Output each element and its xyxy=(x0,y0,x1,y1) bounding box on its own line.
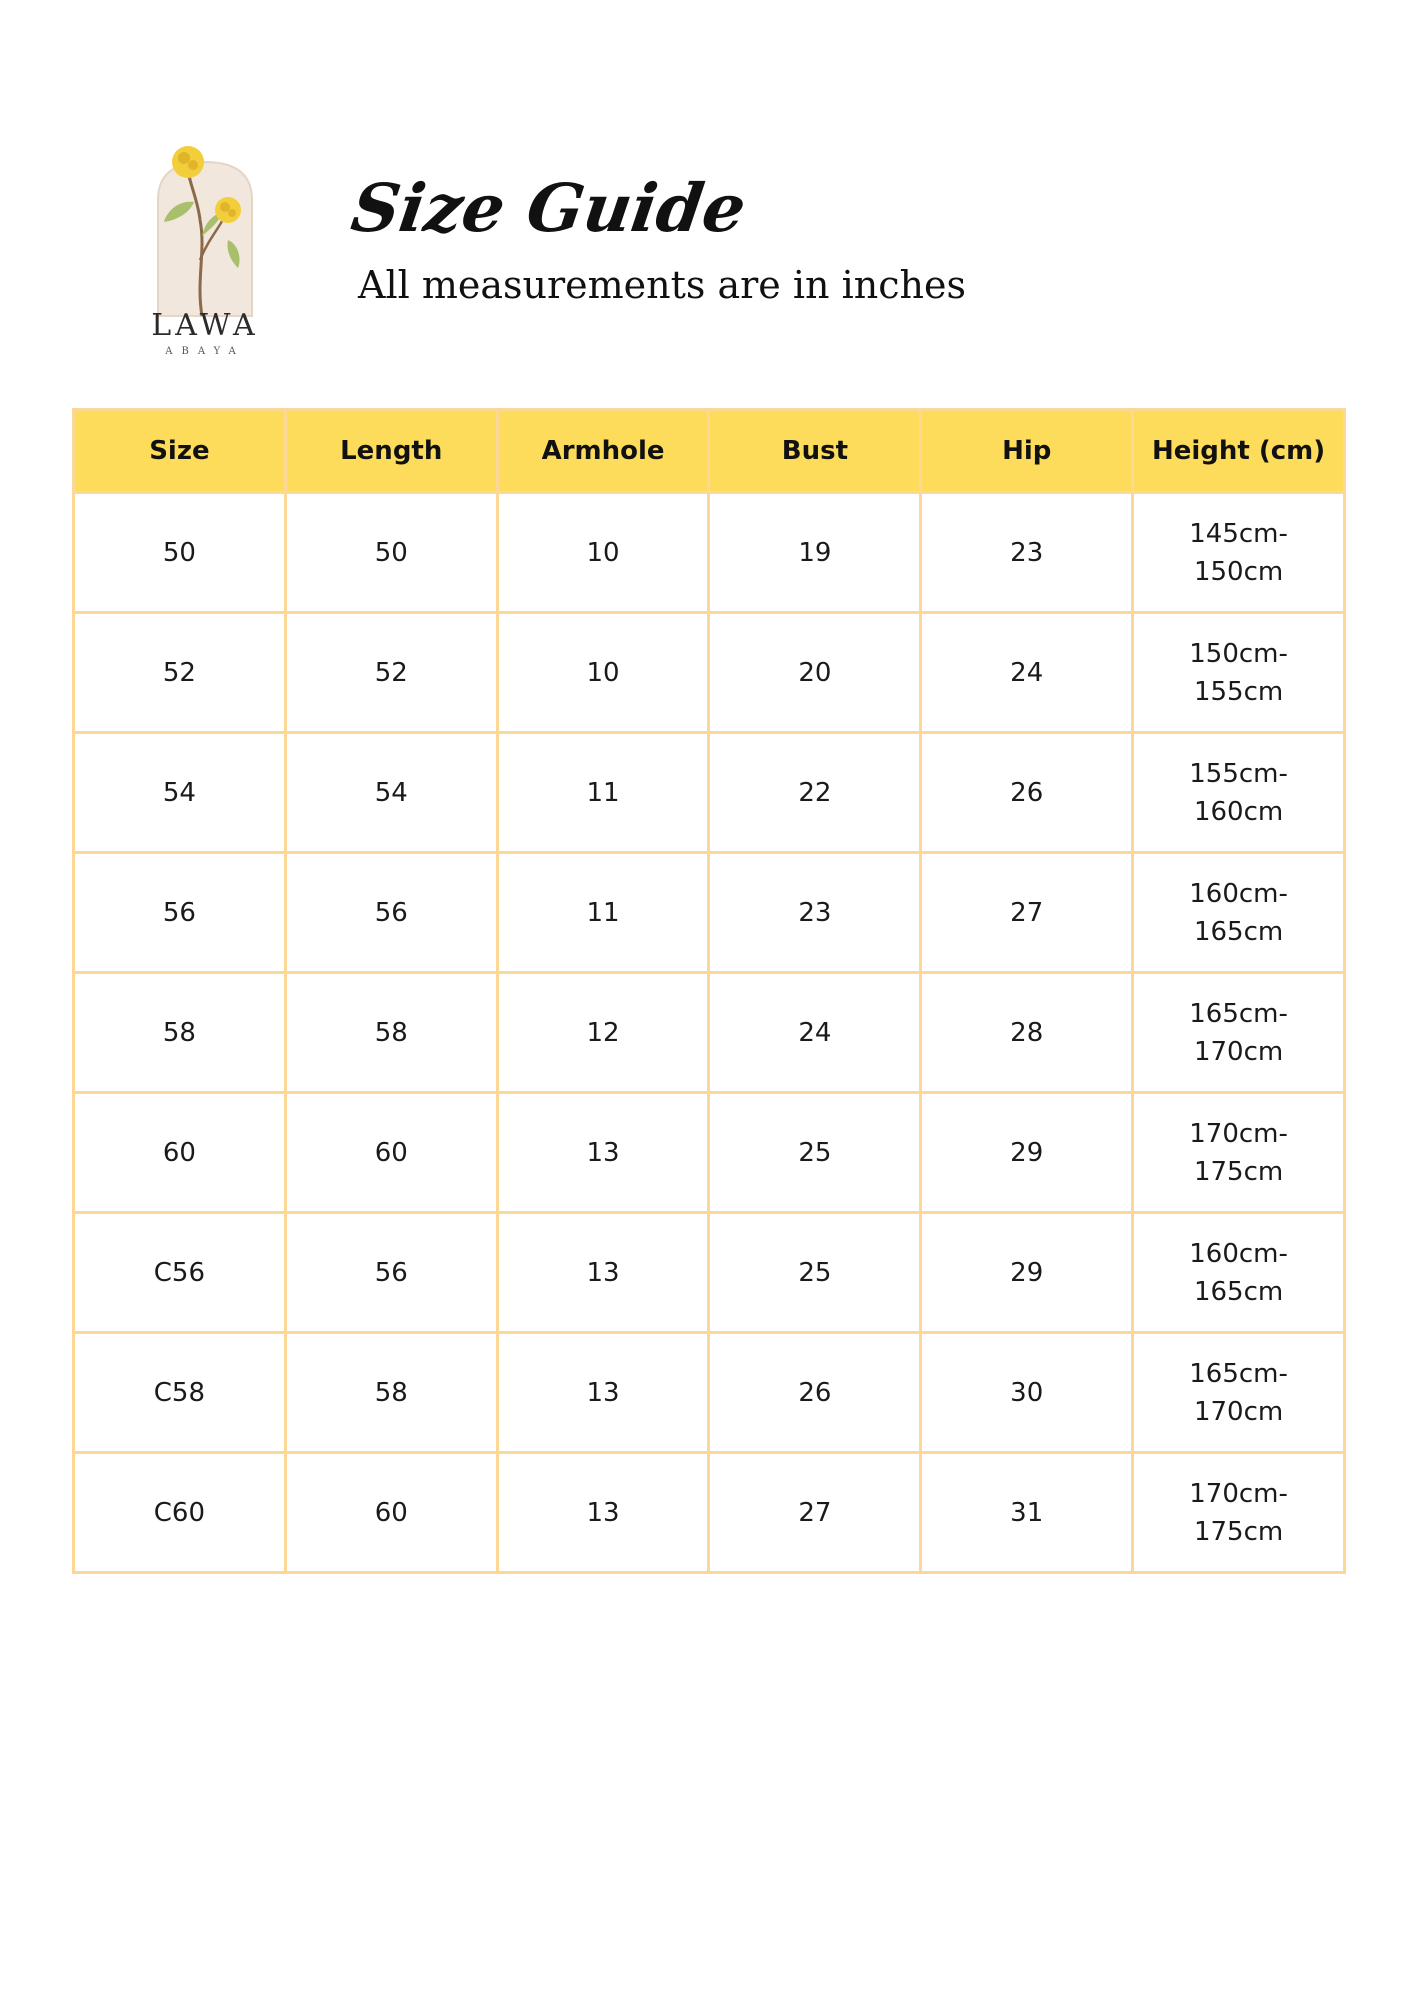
cell-bust: 19 xyxy=(709,493,921,613)
cell-bust: 20 xyxy=(709,613,921,733)
table-row xyxy=(74,1213,1345,1333)
cell-size: 60 xyxy=(74,1093,286,1213)
height-from: 160cm- xyxy=(1189,878,1288,909)
cell-length: 60 xyxy=(285,1453,497,1573)
cell-length: 58 xyxy=(285,1333,497,1453)
height-from: 165cm- xyxy=(1189,1358,1288,1389)
cell-armhole: 13 xyxy=(497,1333,709,1453)
cell-hip: 24 xyxy=(921,613,1133,733)
header-size: Size xyxy=(74,410,286,493)
height-to: 165cm xyxy=(1193,916,1284,947)
cell-bust: 25 xyxy=(709,1213,921,1333)
table-row xyxy=(74,973,1345,1093)
header-bust: Bust xyxy=(709,410,921,493)
cell-bust: 25 xyxy=(709,1093,921,1213)
table-row xyxy=(74,613,1345,733)
table-row xyxy=(74,853,1345,973)
cell-height xyxy=(1133,1333,1345,1453)
cell-length: 58 xyxy=(285,973,497,1093)
height-from: 170cm- xyxy=(1189,1478,1288,1509)
cell-length: 60 xyxy=(285,1093,497,1213)
cell-length: 50 xyxy=(285,493,497,613)
height-from: 160cm- xyxy=(1189,1238,1288,1269)
cell-size: 56 xyxy=(74,853,286,973)
header-length: Length xyxy=(285,410,497,493)
cell-armhole: 11 xyxy=(497,733,709,853)
table-header-row xyxy=(74,410,1345,493)
height-from: 145cm- xyxy=(1189,518,1288,549)
cell-height xyxy=(1133,1213,1345,1333)
cell-armhole: 13 xyxy=(497,1213,709,1333)
cell-length: 52 xyxy=(285,613,497,733)
height-from: 150cm- xyxy=(1189,638,1288,669)
cell-armhole: 11 xyxy=(497,853,709,973)
cell-hip: 29 xyxy=(921,1213,1133,1333)
height-from: 165cm- xyxy=(1189,998,1288,1029)
cell-size: C56 xyxy=(74,1213,286,1333)
table-row xyxy=(74,733,1345,853)
cell-hip: 26 xyxy=(921,733,1133,853)
cell-armhole: 13 xyxy=(497,1093,709,1213)
cell-armhole: 13 xyxy=(497,1453,709,1573)
height-to: 175cm xyxy=(1193,1516,1284,1547)
height-to: 160cm xyxy=(1193,796,1284,827)
cell-height xyxy=(1133,613,1345,733)
cell-length: 56 xyxy=(285,853,497,973)
brand-logo xyxy=(140,140,270,370)
page-subtitle: All measurements are in inches xyxy=(358,263,966,307)
height-to: 165cm xyxy=(1193,1276,1284,1307)
cell-hip: 29 xyxy=(921,1093,1133,1213)
cell-bust: 26 xyxy=(709,1333,921,1453)
cell-size: 54 xyxy=(74,733,286,853)
cell-armhole: 10 xyxy=(497,613,709,733)
brand-subname: ABAYA xyxy=(165,346,245,357)
cell-hip: 31 xyxy=(921,1453,1133,1573)
table-row xyxy=(74,493,1345,613)
table-row xyxy=(74,1333,1345,1453)
cell-hip: 30 xyxy=(921,1333,1133,1453)
cell-length: 56 xyxy=(285,1213,497,1333)
cell-bust: 27 xyxy=(709,1453,921,1573)
cell-height xyxy=(1133,973,1345,1093)
cell-bust: 22 xyxy=(709,733,921,853)
header-armhole: Armhole xyxy=(497,410,709,493)
cell-hip: 27 xyxy=(921,853,1133,973)
height-to: 170cm xyxy=(1193,1036,1284,1067)
page-title: Size Guide xyxy=(346,169,751,247)
cell-size: 50 xyxy=(74,493,286,613)
cell-size: C58 xyxy=(74,1333,286,1453)
cell-size: 52 xyxy=(74,613,286,733)
cell-length: 54 xyxy=(285,733,497,853)
cell-hip: 23 xyxy=(921,493,1133,613)
cell-bust: 23 xyxy=(709,853,921,973)
brand-name: LAWA xyxy=(151,308,259,343)
height-to: 170cm xyxy=(1193,1396,1284,1427)
cell-height xyxy=(1133,853,1345,973)
cell-size: 58 xyxy=(74,973,286,1093)
header-hip: Hip xyxy=(921,410,1133,493)
size-table xyxy=(72,408,1346,1574)
cell-armhole: 12 xyxy=(497,973,709,1093)
cell-hip: 28 xyxy=(921,973,1133,1093)
cell-armhole: 10 xyxy=(497,493,709,613)
cell-height xyxy=(1133,1453,1345,1573)
height-to: 155cm xyxy=(1193,676,1284,707)
cell-bust: 24 xyxy=(709,973,921,1093)
height-from: 170cm- xyxy=(1189,1118,1288,1149)
cell-height xyxy=(1133,733,1345,853)
cell-height xyxy=(1133,493,1345,613)
height-to: 150cm xyxy=(1193,556,1284,587)
cell-size: C60 xyxy=(74,1453,286,1573)
height-from: 155cm- xyxy=(1189,758,1288,789)
table-row xyxy=(74,1093,1345,1213)
cell-height xyxy=(1133,1093,1345,1213)
table-row xyxy=(74,1453,1345,1573)
height-to: 175cm xyxy=(1193,1156,1284,1187)
header-height: Height (cm) xyxy=(1133,410,1345,493)
